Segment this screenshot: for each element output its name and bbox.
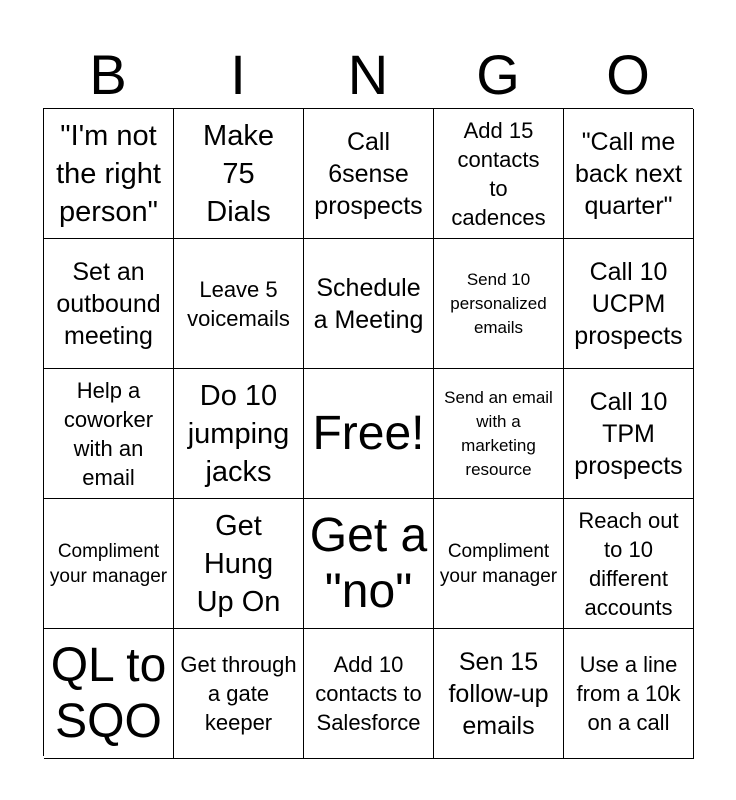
cell-text: Compliment your manager: [439, 540, 558, 587]
bingo-header: [43, 42, 693, 108]
bingo-cell[interactable]: [304, 629, 434, 759]
bingo-cell[interactable]: [434, 369, 564, 499]
cell-text: Call 10 TPM prospects: [574, 387, 683, 480]
bingo-cell[interactable]: [44, 239, 174, 369]
cell-text: Leave 5 voicemails: [187, 276, 290, 331]
cell-text: Add 10 contacts to Salesforce: [315, 652, 422, 735]
bingo-cell[interactable]: [44, 109, 174, 239]
bingo-cell[interactable]: [434, 239, 564, 369]
bingo-cell[interactable]: [174, 499, 304, 629]
cell-text: Send 10 personalized emails: [450, 269, 547, 337]
cell-text: QL to SQO: [50, 638, 167, 748]
cell-text: Reach out to 10 different accounts: [578, 507, 679, 620]
cell-text: Send an email with a marketing resource: [444, 387, 553, 479]
cell-text: Add 15 contacts to cadences: [451, 117, 546, 230]
bingo-cell[interactable]: [564, 369, 694, 499]
bingo-cell[interactable]: [44, 369, 174, 499]
bingo-cell[interactable]: [44, 499, 174, 629]
cell-text: Help a coworker with an email: [63, 377, 154, 490]
bingo-cell[interactable]: [44, 629, 174, 759]
bingo-cell[interactable]: [174, 369, 304, 499]
bingo-cell[interactable]: [564, 239, 694, 369]
bingo-cell[interactable]: [564, 629, 694, 759]
cell-text: Call 10 UCPM prospects: [574, 257, 683, 350]
header-letter-g: G: [476, 43, 520, 106]
bingo-cell[interactable]: [174, 109, 304, 239]
bingo-cell[interactable]: [304, 239, 434, 369]
bingo-cell[interactable]: [564, 499, 694, 629]
bingo-board: [43, 108, 693, 756]
cell-text: Get through a gate keeper: [180, 652, 297, 735]
bingo-cell[interactable]: [434, 629, 564, 759]
cell-text: Do 10 jumping jacks: [187, 379, 290, 488]
bingo-cell[interactable]: [304, 109, 434, 239]
cell-text: Get a "no": [309, 508, 428, 618]
cell-text: Compliment your manager: [49, 540, 168, 587]
bingo-cell[interactable]: [174, 629, 304, 759]
cell-text: "Call me back next quarter": [574, 127, 682, 220]
cell-text: "I'm not the right person": [56, 119, 161, 228]
header-letter-i: I: [230, 43, 246, 106]
cell-text: Sen 15 follow-up emails: [448, 647, 549, 740]
bingo-cell[interactable]: [434, 109, 564, 239]
header-letter-b: B: [89, 43, 127, 106]
cell-text: Get Hung Up On: [196, 509, 281, 618]
bingo-cell[interactable]: [174, 239, 304, 369]
cell-text: Call 6sense prospects: [314, 127, 423, 220]
cell-text: Make 75 Dials: [203, 119, 274, 228]
header-letter-o: O: [606, 43, 650, 106]
cell-text: Free!: [312, 406, 425, 460]
cell-text: Use a line from a 10k on a call: [576, 652, 681, 735]
cell-text: Set an outbound meeting: [56, 257, 161, 350]
bingo-cell[interactable]: [564, 109, 694, 239]
cell-text: Schedule a Meeting: [313, 273, 424, 334]
header-letter-n: N: [347, 43, 389, 106]
bingo-cell[interactable]: [304, 369, 434, 499]
bingo-cell[interactable]: [434, 499, 564, 629]
bingo-cell[interactable]: [304, 499, 434, 629]
